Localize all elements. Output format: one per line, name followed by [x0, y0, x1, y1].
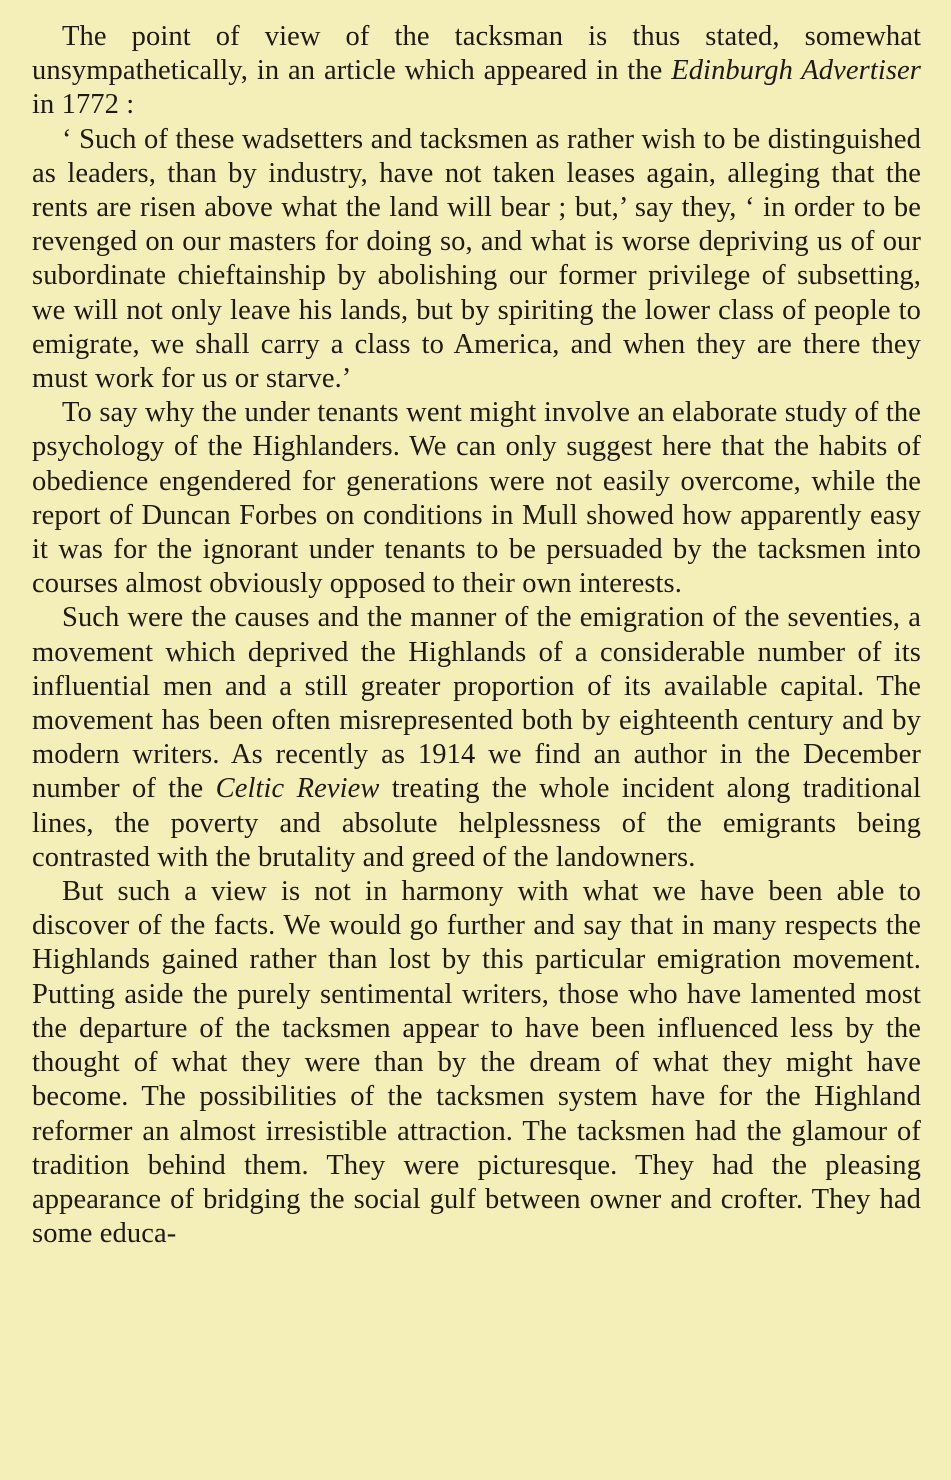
text-fragment: To say why the under tenants went might involve an elaborate study of the psychology of the Highlanders. We can only suggest here that the habits of obedience engendered for generations were not easily overcome, while the report of Duncan Forbes on conditions in Mull showed how apparently easy it was for the ignorant under tenants to be persuaded by the tacksmen into courses almost obviously opposed to their own interests.	[32, 397, 921, 600]
text-fragment: treating the whole incident along traditional lines, the poverty and absolute helplessness of the emigrants being contrasted with the brutality and greed of the landowners.	[32, 773, 921, 873]
paragraph-emigration-causes	[32, 601, 921, 875]
body-text	[32, 20, 921, 1251]
text-fragment: in 1772 :	[32, 89, 135, 121]
publication-title-edinburgh-advertiser: Edinburgh Advertiser	[671, 55, 921, 87]
text-fragment: But such a view is not in harmony with what we have been able to discover of the facts. We would go further and say that in many respects the Highlands gained rather than lost by this particular emigration movement. Putting aside the purely sentimental writers, those who have lamented most the departure of the tacksmen appear to have been influenced less by the thought of what they were than by the dream of what they might have become. The possibilities of the tacksmen system have for the Highland reformer an almost irresistible attraction. The tacksmen had the glamour of tradition behind them. They were picturesque. They had the pleasing appearance of bridging the social gulf between owner and crofter. They had some educa-	[32, 876, 921, 1250]
publication-title-celtic-review: Celtic Review	[215, 773, 380, 805]
paragraph-under-tenants	[32, 396, 921, 601]
text-fragment: The point of view of the tacksman is thus stated, somewhat unsympathetically, in an article which appeared in the	[32, 21, 921, 87]
text-fragment: Such were the causes and the manner of the emigration of the seventies, a movement which deprived the Highlands of a considerable number of its influential men and a still greater proportion of its available capital. The movement has been often misrepresented both by eighteenth century and by modern writers. As recently as 1914 we find an author in the December number of the	[32, 602, 921, 805]
paragraph-quotation	[32, 123, 921, 397]
paragraph-highlands-gained	[32, 875, 921, 1251]
quoted-text: ‘ Such of these wadsetters and tacksmen as rather wish to be distinguished as leaders, than by industry, have not taken leases again, alleging that the rents are risen above what the land will bear ; but,’ say they, ‘ in order to be revenged on our masters for doing so, and what is worse depriving us of our subordinate chieftainship by abolishing our former privilege of subsetting, we will not only leave his lands, but by spiriting the lower class of people to emigrate, we shall carry a class to America, and when they are there they must work for us or starve.’	[32, 123, 921, 395]
paragraph-tacksman-view	[32, 20, 921, 123]
